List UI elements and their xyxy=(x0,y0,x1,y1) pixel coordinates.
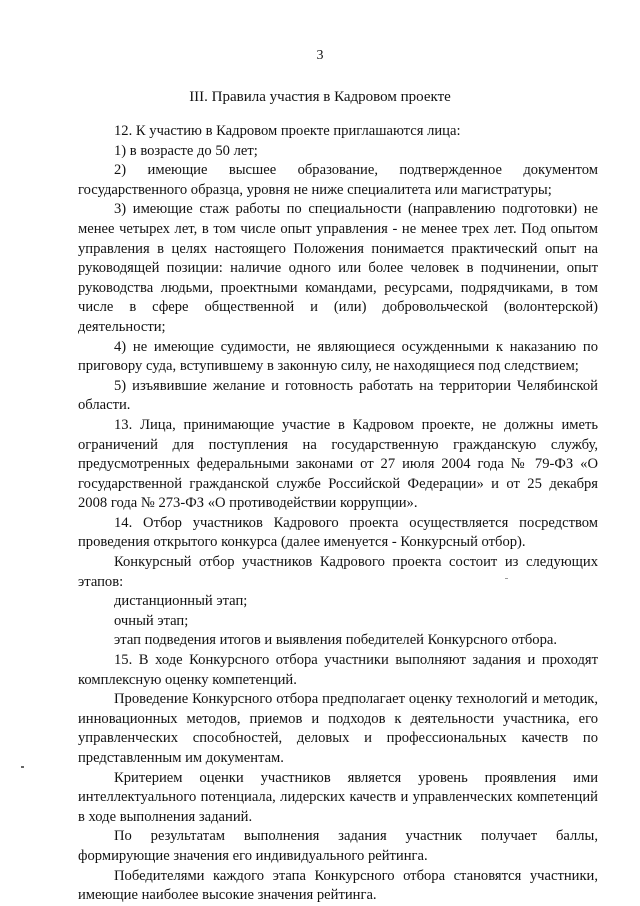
paragraph-13: 13. Лица, принимающие участие в Кадровом проекте, не должны иметь ограничений для поступления на государственную гражданскую службу, предусмотренных федеральными законами от 27 июля 2004 года № 79-ФЗ «О государственной гражданской службе Российской Федерации» и от 25 декабря 2008 года № 273-ФЗ «О противодействии коррупции». xyxy=(78,416,598,512)
stage-item-remote: дистанционный этап; xyxy=(114,593,248,610)
scan-speck xyxy=(505,578,508,579)
section-heading: III. Правила участия в Кадровом проекте xyxy=(189,89,451,105)
list-item-4: 4) не имеющие судимости, не являющиеся осужденными к наказанию по приговору суда, вступившему в законную силу, не находящиеся под следствием; xyxy=(78,338,598,375)
list-item-1: 1) в возрасте до 50 лет; xyxy=(114,142,258,159)
list-item-2: 2) имеющие высшее образование, подтвержденное документом государственного образца, уровня не ниже специалитета или магистратуры; xyxy=(78,162,598,198)
paragraph-15: 15. В ходе Конкурсного отбора участники выполняют задания и проходят комплексную оценку компетенций. xyxy=(78,652,598,688)
stage-item-results: этап подведения итогов и выявления победителей Конкурсного отбора. xyxy=(114,632,558,649)
paragraph-scores: По результатам выполнения задания участник получает баллы, формирующие значения его индивидуального рейтинга. xyxy=(78,828,598,864)
paragraph-winners: Победителями каждого этапа Конкурсного отбора становятся участники, имеющие наиболее высокие значения рейтинга. xyxy=(78,867,598,904)
list-item-5: 5) изъявившие желание и готовность работать на территории Челябинской области. xyxy=(78,377,598,414)
paragraph-criteria: Критерием оценки участников является уровень проявления ими интеллектуального потенциала, лидерских качеств и управленческих компетенций в ходе выполнения заданий. xyxy=(78,769,598,825)
paragraph-12: 12. К участию в Кадровом проекте приглашаются лица: xyxy=(114,123,461,139)
paragraph-14: 14. Отбор участников Кадрового проекта осуществляется посредством проведения открытого конкурса (далее именуется - Конкурсный отбор). xyxy=(78,514,598,551)
document-body xyxy=(78,122,598,906)
stage-item-in-person: очный этап; xyxy=(114,612,189,629)
paragraph-assessment: Проведение Конкурсного отбора предполагает оценку технологий и методик, инновационных методов, приемов и подходов к деятельности участника, его управленческих способностей, деловых и профессиональных качеств по представленным им документам. xyxy=(78,691,598,766)
page-number: 3 xyxy=(316,48,324,63)
list-item-3: 3) имеющие стаж работы по специальности (направлению подготовки) не менее четырех лет, в том числе опыт управления - не менее трех лет. Под опытом управления в целях настоящего Положения понимается практический опыт на руководящей позиции: наличие одного или более человек в подчинении, опыт руководства людьми, проектными командами, ресурсами, подрядчиками, в том числе в сфере общественной и (или) добровольческой (волонтерской) деятельности; xyxy=(78,201,598,335)
scan-speck xyxy=(21,766,24,768)
paragraph-stages-intro: Конкурсный отбор участников Кадрового проекта состоит из следующих этапов: xyxy=(78,554,598,590)
